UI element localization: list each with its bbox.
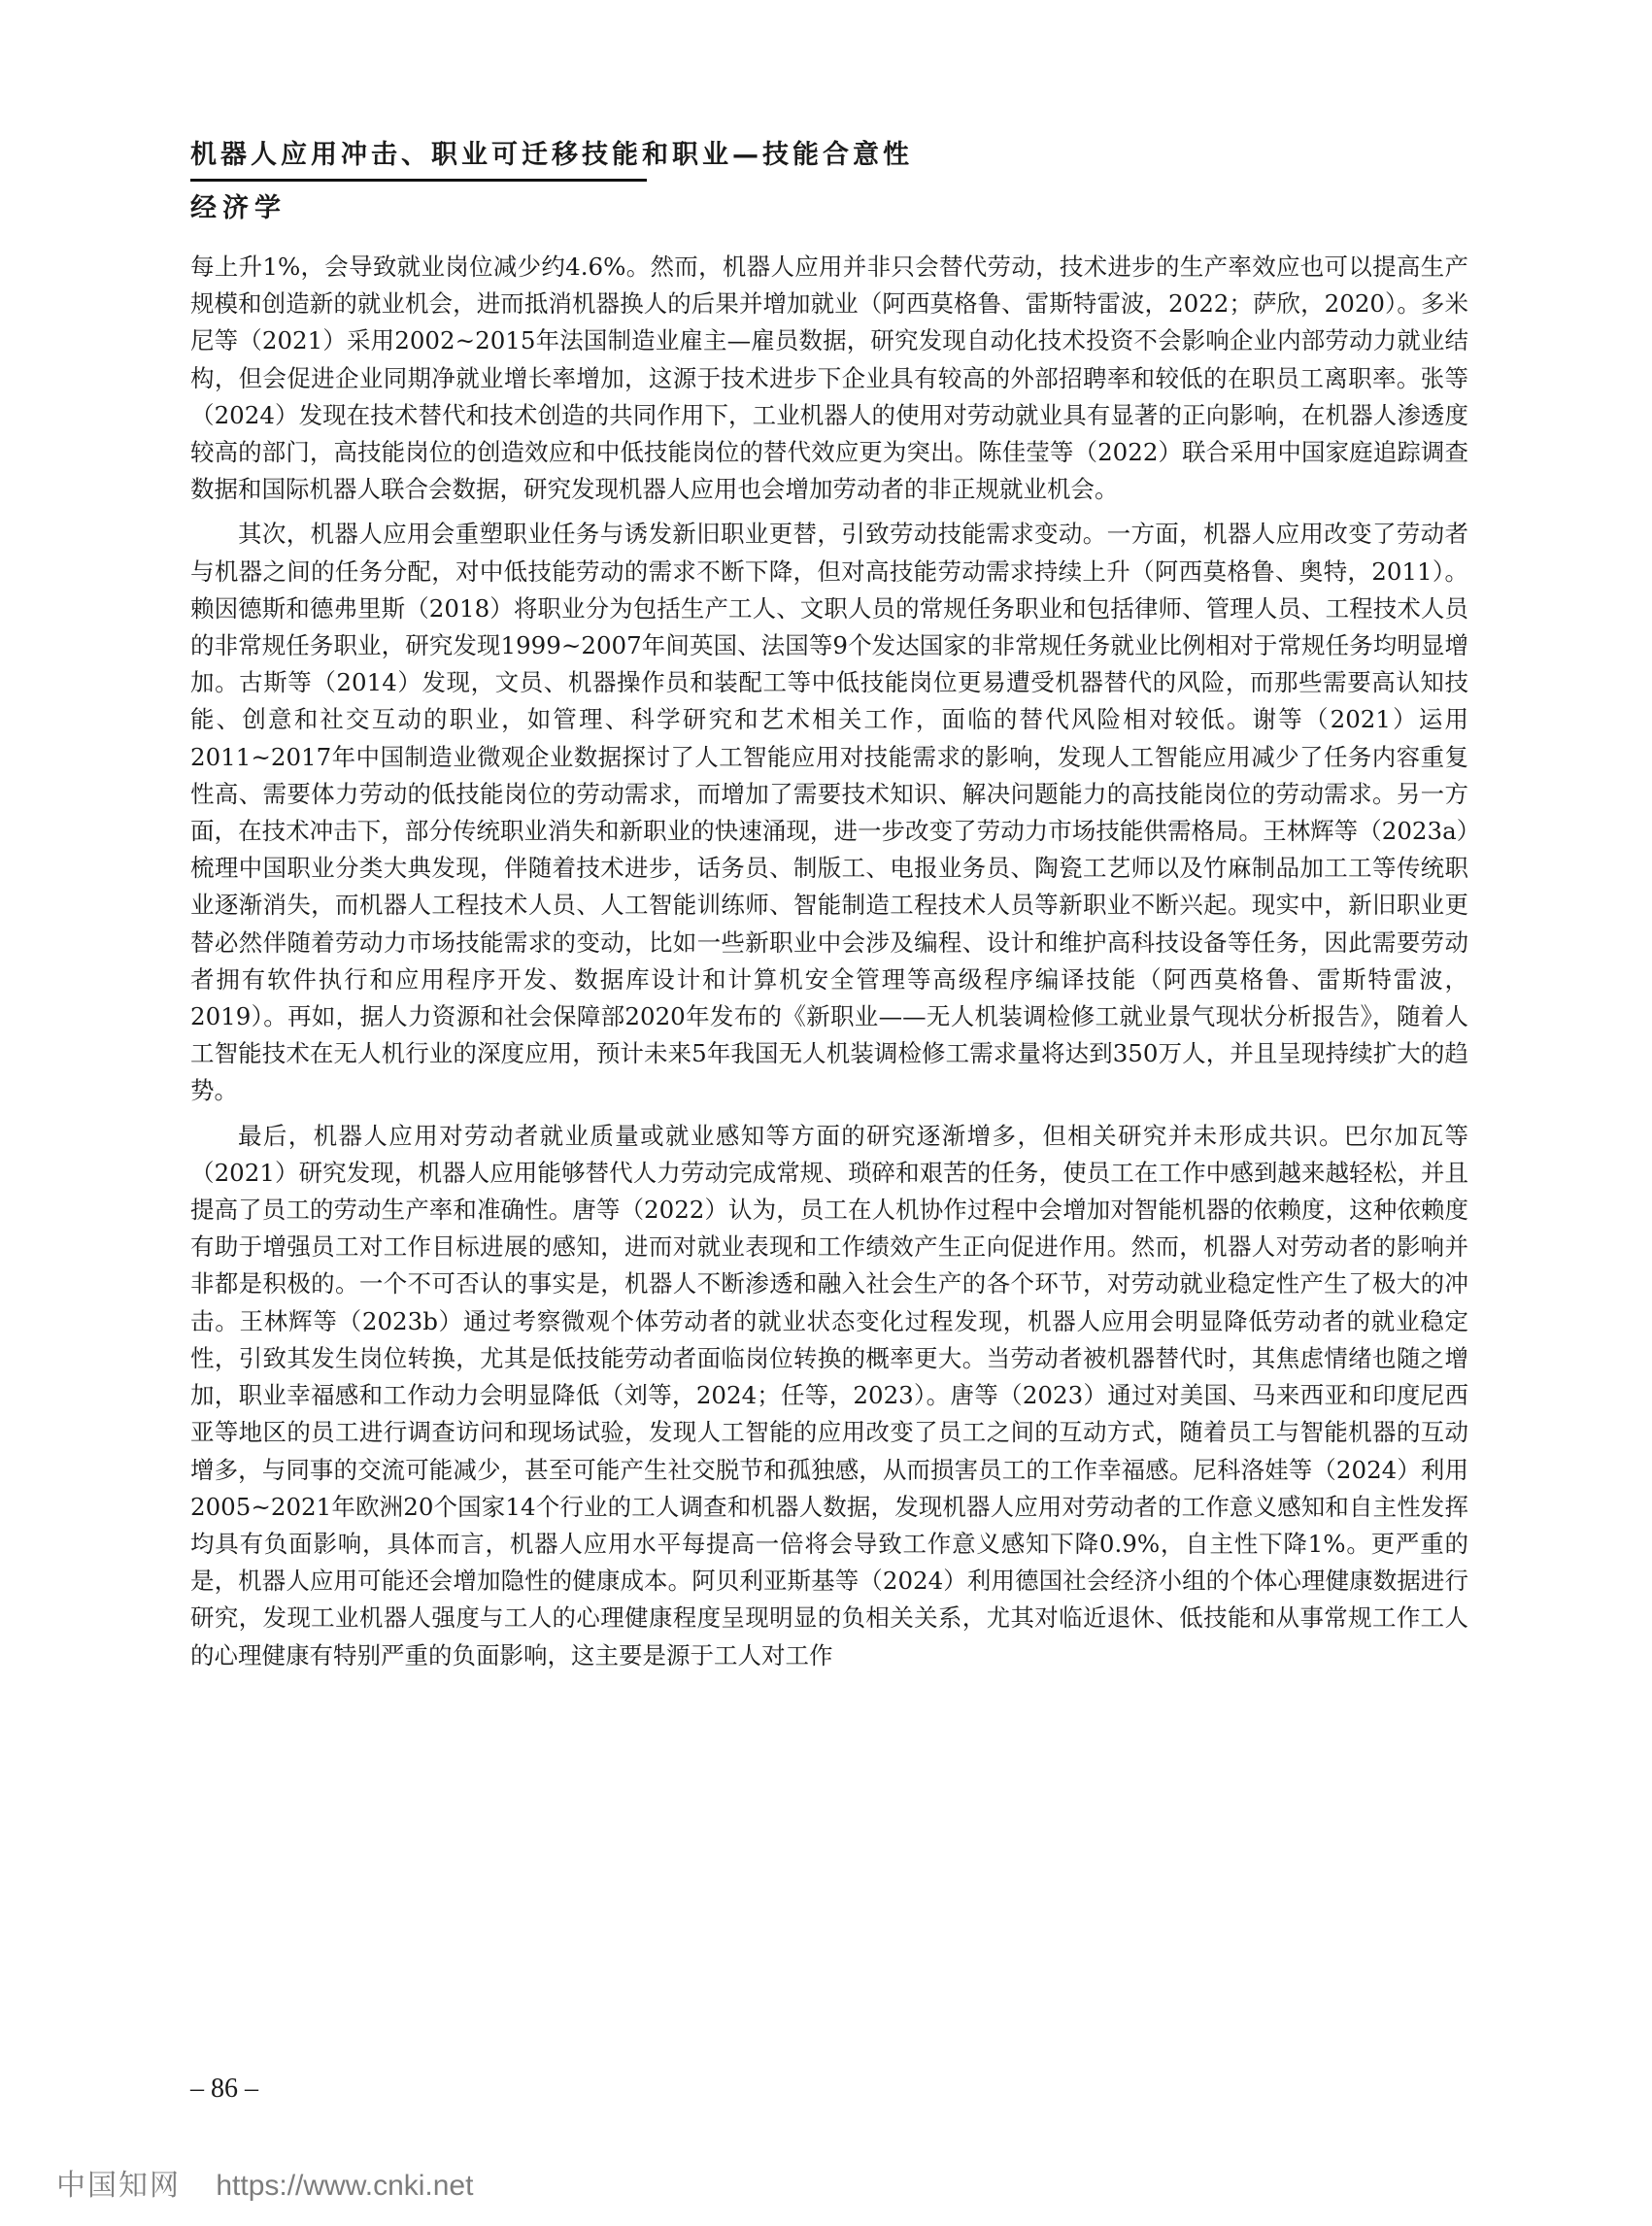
paragraph: 其次，机器人应用会重塑职业任务与诱发新旧职业更替，引致劳动技能需求变动。一方面，机器人应用改变了劳动者与机器之间的任务分配，对中低技能劳动的需求不断下降，但对高技能劳动需求持续上升（阿西莫格鲁、奥特，2011）。赖因德斯和德弗里斯（2018）将职业分为包括生产工人、文职人员的常规任务职业和包括律师、管理人员、工程技术人员的非常规任务职业，研究发现1999~2007年间英国、法国等9个发达国家的非常规任务就业比例相对于常规任务均明显增加。古斯等（2014）发现，文员、机器操作员和装配工等中低技能岗位更易遭受机器替代的风险，而那些需要高认知技能、创意和社交互动的职业，如管理、科学研究和艺术相关工作，面临的替代风险相对较低。谢等（2021）运用2011~2017年中国制造业微观企业数据探讨了人工智能应用对技能需求的影响，发现人工智能应用减少了任务内容重复性高、需要体力劳动的低技能岗位的劳动需求，而增加了需要技术知识、解决问题能力的高技能岗位的劳动需求。另一方面，在技术冲击下，部分传统职业消失和新职业的快速涌现，进一步改变了劳动力市场技能供需格局。王林辉等（2023a）梳理中国职业分类大典发现，伴随着技术进步，话务员、制版工、电报业务员、陶瓷工艺师以及竹麻制品加工工等传统职业逐渐消失，而机器人工程技术人员、人工智能训练师、智能制造工程技术人员等新职业不断兴起。现实中，新旧职业更替必然伴随着劳动力市场技能需求的变动，比如一些新职业中会涉及编程、设计和维护高科技设备等任务，因此需要劳动者拥有软件执行和应用程序开发、数据库设计和计算机安全管理等高级程序编译技能（阿西莫格鲁、雷斯特雷波，2019）。再如，据人力资源和社会保障部2020年发布的《新职业——无人机装调检修工就业景气现状分析报告》，随着人工智能技术在无人机行业的深度应用，预计未来5年我国无人机装调检修工需求量将达到350万人，并且呈现持续扩大的趋势。 [190,520,1468,1105]
cnki-brand: 中国知网 [56,2170,181,2202]
paragraph-continued: 每上升1%，会导致就业岗位减少约4.6%。然而，机器人应用并非只会替代劳动，技术进步的生产率效应也可以提高生产规模和创造新的就业机会，进而抵消机器换人的后果并增加就业（阿西莫格鲁、雷斯特雷波，2022；萨欣，2020）。多米尼等（2021）采用2002~2015年法国制造业雇主—雇员数据，研究发现自动化技术投资不会影响企业内部劳动力就业结构，但会促进企业同期净就业增长率增加，这源于技术进步下企业具有较高的外部招聘率和较低的在职员工离职率。张等（2024）发现在技术替代和技术创造的共同作用下，工业机器人的使用对劳动就业具有显著的正向影响，在机器人渗透度较高的部门，高技能岗位的创造效应和中低技能岗位的替代效应更为突出。陈佳莹等（2022）联合采用中国家庭追踪调查数据和国际机器人联合会数据，研究发现机器人应用也会增加劳动者的非正规就业机会。 [190,253,1468,504]
cnki-url[interactable]: https://www.cnki.net [216,2170,474,2202]
page-number: – 86 – [190,2074,258,2104]
running-header-title: 机器人应用冲击、职业可迁移技能和职业—技能合意性 [190,140,913,170]
header-rule [190,179,647,182]
watermark-footer [56,2161,473,2204]
article-body [190,249,1468,1682]
paragraph: 最后，机器人应用对劳动者就业质量或就业感知等方面的研究逐渐增多，但相关研究并未形成共识。巴尔加瓦等（2021）研究发现，机器人应用能够替代人力劳动完成常规、琐碎和艰苦的任务，使员工在工作中感到越来越轻松，并且提高了员工的劳动生产率和准确性。唐等（2022）认为，员工在人机协作过程中会增加对智能机器的依赖度，这种依赖度有助于增强员工对工作目标进展的感知，进而对就业表现和工作绩效产生正向促进作用。然而，机器人对劳动者的影响并非都是积极的。一个不可否认的事实是，机器人不断渗透和融入社会生产的各个环节，对劳动就业稳定性产生了极大的冲击。王林辉等（2023b）通过考察微观个体劳动者的就业状态变化过程发现，机器人应用会明显降低劳动者的就业稳定性，引致其发生岗位转换，尤其是低技能劳动者面临岗位转换的概率更大。当劳动者被机器替代时，其焦虑情绪也随之增加，职业幸福感和工作动力会明显降低（刘等，2024；任等，2023）。唐等（2023）通过对美国、马来西亚和印度尼西亚等地区的员工进行调查访问和现场试验，发现人工智能的应用改变了员工之间的互动方式，随着员工与智能机器的互动增多，与同事的交流可能减少，甚至可能产生社交脱节和孤独感，从而损害员工的工作幸福感。尼科洛娃等（2024）利用2005~2021年欧洲20个国家14个行业的工人调查和机器人数据，发现机器人应用对劳动者的工作意义感知和自主性发挥均具有负面影响，具体而言，机器人应用水平每提高一倍将会导致工作意义感知下降0.9%，自主性下降1%。更严重的是，机器人应用可能还会增加隐性的健康成本。阿贝利亚斯基等（2024）利用德国社会经济小组的个体心理健康数据进行研究，发现工业机器人强度与工人的心理健康程度呈现明显的负相关关系，尤其对临近退休、低技能和从事常规工作工人的心理健康有特别严重的负面影响，这主要是源于工人对工作 [190,1121,1468,1670]
journal-section-label: 经济学 [190,193,287,223]
running-header [190,136,1482,228]
